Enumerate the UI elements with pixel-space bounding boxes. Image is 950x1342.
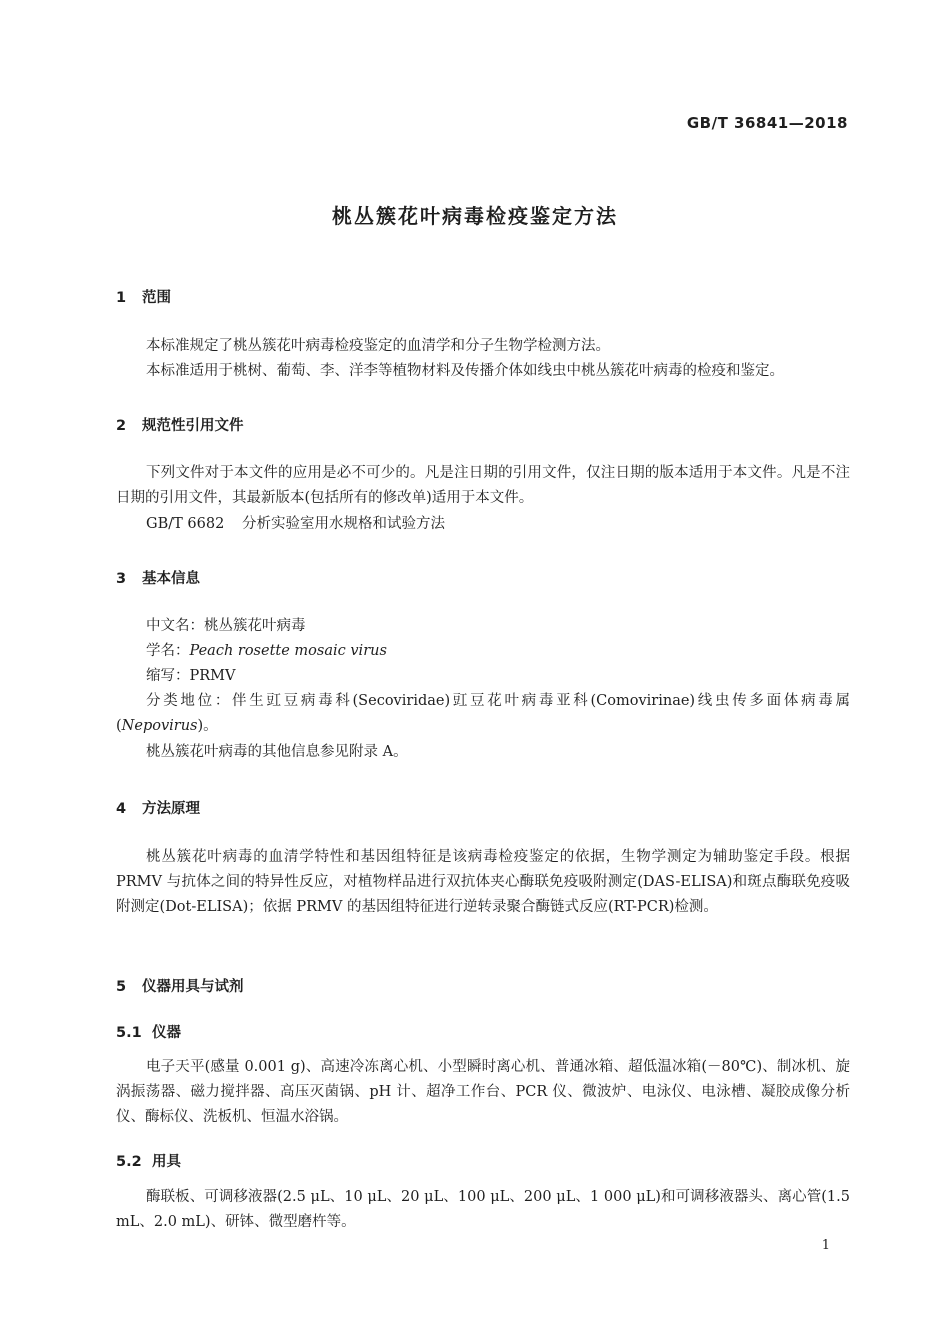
subsection-5-1-paragraph: 电子天平(感量 0.001 g)、高速冷冻离心机、小型瞬时离心机、普通冰箱、超低温冰箱(－80℃)、制冰机、旋涡振荡器、磁力搅拌器、高压灭菌锅、pH 计、超净工作台、PCR 仪、微波炉、电泳仪、电泳槽、凝胶成像分析仪、酶标仪、洗板机、恒温水浴锅。: [116, 1059, 850, 1125]
taxonomic-status-text: 分类地位：伴生豇豆病毒科(Secoviridae)豇豆花叶病毒亚科(Comovirinae)线虫传多面体病毒属: [146, 693, 850, 709]
subsection-5-2-paragraph: 酶联板、可调移液器(2.5 μL、10 μL、20 μL、100 μL、200 μL、1 000 μL)和可调移液器头、离心管(1.5 mL、2.0 mL)、研钵、微型磨杵等。: [116, 1189, 850, 1230]
document-title: 桃丛簇花叶病毒检疫鉴定方法: [332, 204, 618, 228]
abbreviation: 缩写：PRMV: [146, 668, 236, 684]
normative-reference: [146, 512, 445, 537]
section-title: 规范性引用文件: [142, 418, 244, 434]
subsection-title: 用具: [152, 1154, 181, 1170]
page-number: 1: [821, 1238, 830, 1253]
reference-code: GB/T 6682: [146, 516, 225, 532]
section-1-paragraph-2: 本标准适用于桃树、葡萄、李、洋李等植物材料及传播介体如线虫中桃丛簇花叶病毒的检疫和鉴定。: [146, 363, 784, 379]
section-1-paragraph-1: 本标准规定了桃丛簇花叶病毒检疫鉴定的血清学和分子生物学检测方法。: [146, 338, 610, 354]
section-title: 基本信息: [142, 571, 200, 587]
section-number: 1: [116, 290, 127, 306]
section-title: 仪器用具与试剂: [142, 979, 244, 995]
subsection-5-1-heading: [116, 1021, 181, 1042]
section-title: 范围: [142, 290, 171, 306]
taxonomic-status: [116, 689, 850, 739]
subsection-5-2-heading: [116, 1150, 181, 1171]
section-5-heading: [116, 975, 244, 996]
standard-code: GB/T 36841—2018: [686, 114, 848, 132]
reference-title: 分析实验室用水规格和试验方法: [242, 516, 445, 532]
section-1-heading: [116, 286, 171, 307]
chinese-name: 中文名：桃丛簇花叶病毒: [146, 618, 306, 634]
section-number: 3: [116, 571, 127, 587]
annex-reference: 桃丛簇花叶病毒的其他信息参见附录 A。: [146, 744, 408, 760]
section-title: 方法原理: [142, 801, 200, 817]
section-2-heading: [116, 414, 244, 435]
section-3-heading: [116, 567, 200, 588]
taxon-close-paren: )。: [197, 718, 218, 734]
scientific-name-label: 学名：: [146, 643, 190, 659]
section-number: 4: [116, 801, 127, 817]
section-2-paragraph-1: 下列文件对于本文件的应用是必不可少的。凡是注日期的引用文件，仅注日期的版本适用于本文件。凡是不注日期的引用文件，其最新版本(包括所有的修改单)适用于本文件。: [116, 465, 850, 506]
subsection-number: 5.1: [116, 1025, 142, 1041]
section-number: 5: [116, 979, 127, 995]
section-4-heading: [116, 797, 200, 818]
section-4-paragraph-1: 桃丛簇花叶病毒的血清学特性和基因组特征是该病毒检疫鉴定的依据，生物学测定为辅助鉴定手段。根据 PRMV 与抗体之间的特异性反应，对植物样品进行双抗体夹心酶联免疫吸附测定(DAS-ELISA)和斑点酶联免疫吸附测定(Dot-ELISA)；依据 PRMV 的基因组特征进行逆转录聚合酶链式反应(RT-PCR)检测。: [116, 849, 850, 915]
scientific-name: [146, 639, 387, 664]
genus-name: Nepovirus: [121, 718, 198, 734]
scientific-name-value: Peach rosette mosaic virus: [189, 643, 387, 659]
section-number: 2: [116, 418, 127, 434]
subsection-title: 仪器: [152, 1025, 181, 1041]
subsection-number: 5.2: [116, 1154, 142, 1170]
taxon-open-paren: (: [116, 718, 122, 734]
